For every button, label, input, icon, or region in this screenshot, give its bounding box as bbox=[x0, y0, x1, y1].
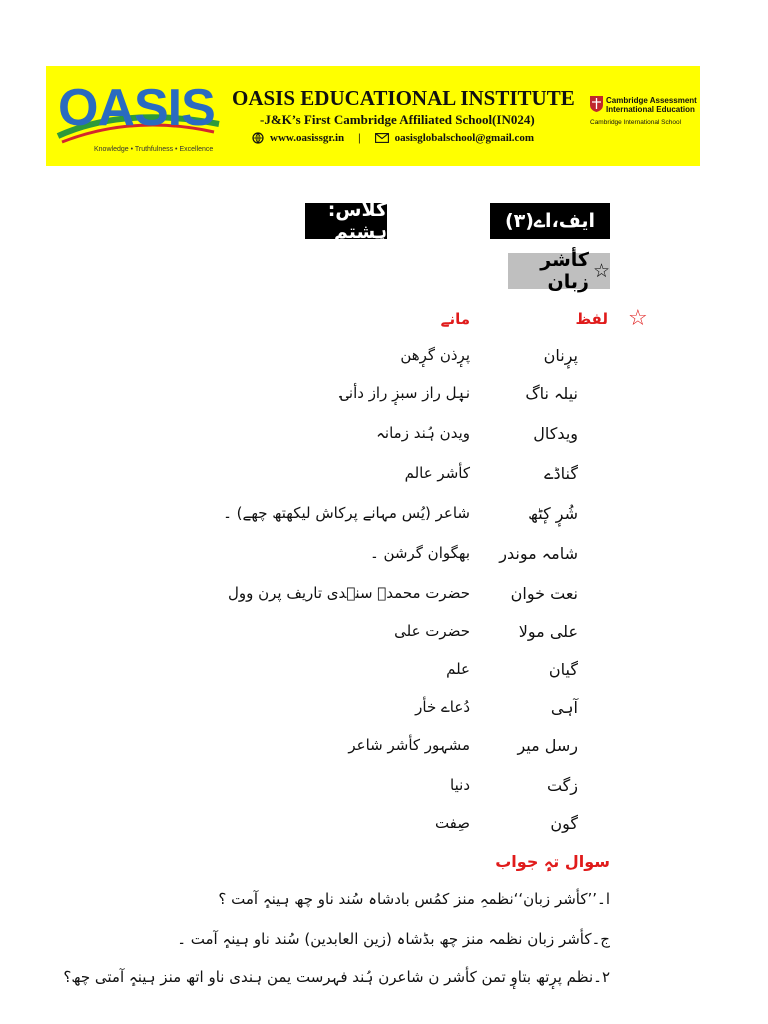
vocab-word: نیلہ ناگ bbox=[525, 384, 578, 403]
vocab-word: پرٕنان bbox=[543, 346, 578, 365]
cambridge-line2: International Education bbox=[606, 105, 695, 114]
vocab-row bbox=[0, 504, 768, 536]
contact-separator: | bbox=[358, 132, 361, 144]
vocab-word: شامہ موندر bbox=[499, 544, 578, 563]
star-outline-icon: ☆ bbox=[628, 306, 648, 331]
vocab-row bbox=[0, 736, 768, 768]
institute-name: OASIS EDUCATIONAL INSTITUTE bbox=[232, 86, 575, 110]
vocab-meaning: علم bbox=[446, 660, 470, 678]
vocab-row bbox=[0, 544, 768, 576]
vocab-meaning: کأشر عالم bbox=[404, 464, 470, 482]
vocab-word: ویدکال bbox=[533, 424, 578, 443]
vocab-row bbox=[0, 346, 768, 378]
vocab-meaning: مشہور کأشر شاعر bbox=[348, 736, 470, 754]
topic-heading bbox=[508, 249, 610, 293]
topic-title: کأشر زبان bbox=[540, 249, 589, 293]
vocab-word: آہی bbox=[550, 698, 578, 717]
logo-text: OASIS bbox=[58, 79, 215, 137]
qa-heading: سوال تہٕ جواب bbox=[495, 852, 610, 871]
vocab-word: زگت bbox=[546, 776, 578, 795]
cambridge-line3: Cambridge International School bbox=[590, 119, 682, 126]
vocab-row bbox=[0, 814, 768, 846]
cambridge-line1: Cambridge Assessment bbox=[606, 96, 697, 105]
vocab-meaning: پرٕذن گرٕھن bbox=[400, 346, 470, 364]
vocab-row bbox=[0, 424, 768, 456]
vocab-word: شُرٕ کٕٹھ bbox=[528, 504, 578, 523]
website-link[interactable]: www.oasissgr.in bbox=[270, 132, 345, 144]
cambridge-shield-icon bbox=[590, 96, 603, 112]
question-1: ا۔’’کأشر زبان‘‘نظمہِ منز کمُس بادشاہ سُند ناو چھ ہینہٕ آمت ؟ bbox=[218, 890, 610, 908]
vocab-row bbox=[0, 584, 768, 616]
vocab-word: رسل میر bbox=[517, 736, 578, 755]
oasis-logo bbox=[54, 76, 224, 160]
vocab-word: علی مولا bbox=[518, 622, 578, 641]
class-label: کلاس: ہٕشتم bbox=[305, 203, 387, 239]
vocab-word: نعت خوان bbox=[510, 584, 578, 603]
vocab-meaning: حضرت محمدﷺ سنٛدی تاریف پرن وول bbox=[227, 584, 470, 602]
fa-label: ایف،اے(۳) bbox=[490, 203, 610, 239]
envelope-icon bbox=[375, 133, 389, 143]
meaning-column-heading: مانے bbox=[440, 310, 470, 328]
institute-subtitle: -J&K’s First Cambridge Affiliated School(IN024) bbox=[260, 112, 535, 127]
star-icon: ☆ bbox=[592, 260, 610, 282]
vocab-word: گناڈے bbox=[544, 464, 578, 483]
vocab-word: گیان bbox=[548, 660, 578, 679]
contact-row bbox=[252, 132, 534, 144]
vocab-row bbox=[0, 776, 768, 808]
logo-tagline: Knowledge • Truthfulness • Excellence bbox=[94, 146, 214, 153]
vocab-meaning: حضرت علی bbox=[394, 622, 470, 640]
vocab-row bbox=[0, 660, 768, 692]
vocab-row bbox=[0, 698, 768, 730]
vocab-word: گون bbox=[550, 814, 578, 833]
vocab-meaning: نیٖل راز سبزٕ راز دأنۍ bbox=[340, 384, 470, 402]
vocab-meaning: صِفت bbox=[434, 814, 470, 832]
question-2: ۲۔نظم پرٕتھ بتاوٕ تمن کأشر ن شاعرن ہُند فہرست یمن ہندی ناو اتھ منز ہینہٕ آمتی چھ؟ bbox=[63, 968, 610, 986]
vocab-row bbox=[0, 464, 768, 496]
vocab-meaning: بھگوان گرشن ۔ bbox=[369, 544, 470, 562]
vocab-meaning: دنیا bbox=[450, 776, 470, 794]
globe-icon bbox=[252, 132, 264, 144]
vocab-row bbox=[0, 622, 768, 654]
header-banner bbox=[46, 66, 700, 166]
vocab-meaning: ویدن ہُند زمانہ bbox=[376, 424, 470, 442]
vocab-meaning: دُعاے خأر bbox=[415, 698, 470, 716]
word-column-heading: لفظ bbox=[575, 310, 608, 328]
vocab-meaning: شاعر (یُس مہانے پرکاش لیکھتھ چھے) ۔ bbox=[223, 504, 470, 522]
cambridge-title bbox=[606, 96, 697, 114]
email-link[interactable]: oasisglobalschool@gmail.com bbox=[394, 132, 535, 144]
answer-1: ج۔کأشر زبان نظمہ منز چھ بڈشاہ (زین العابدین) سُند ناو ہینہٕ آمت ۔ bbox=[177, 930, 610, 948]
vocab-row bbox=[0, 384, 768, 416]
